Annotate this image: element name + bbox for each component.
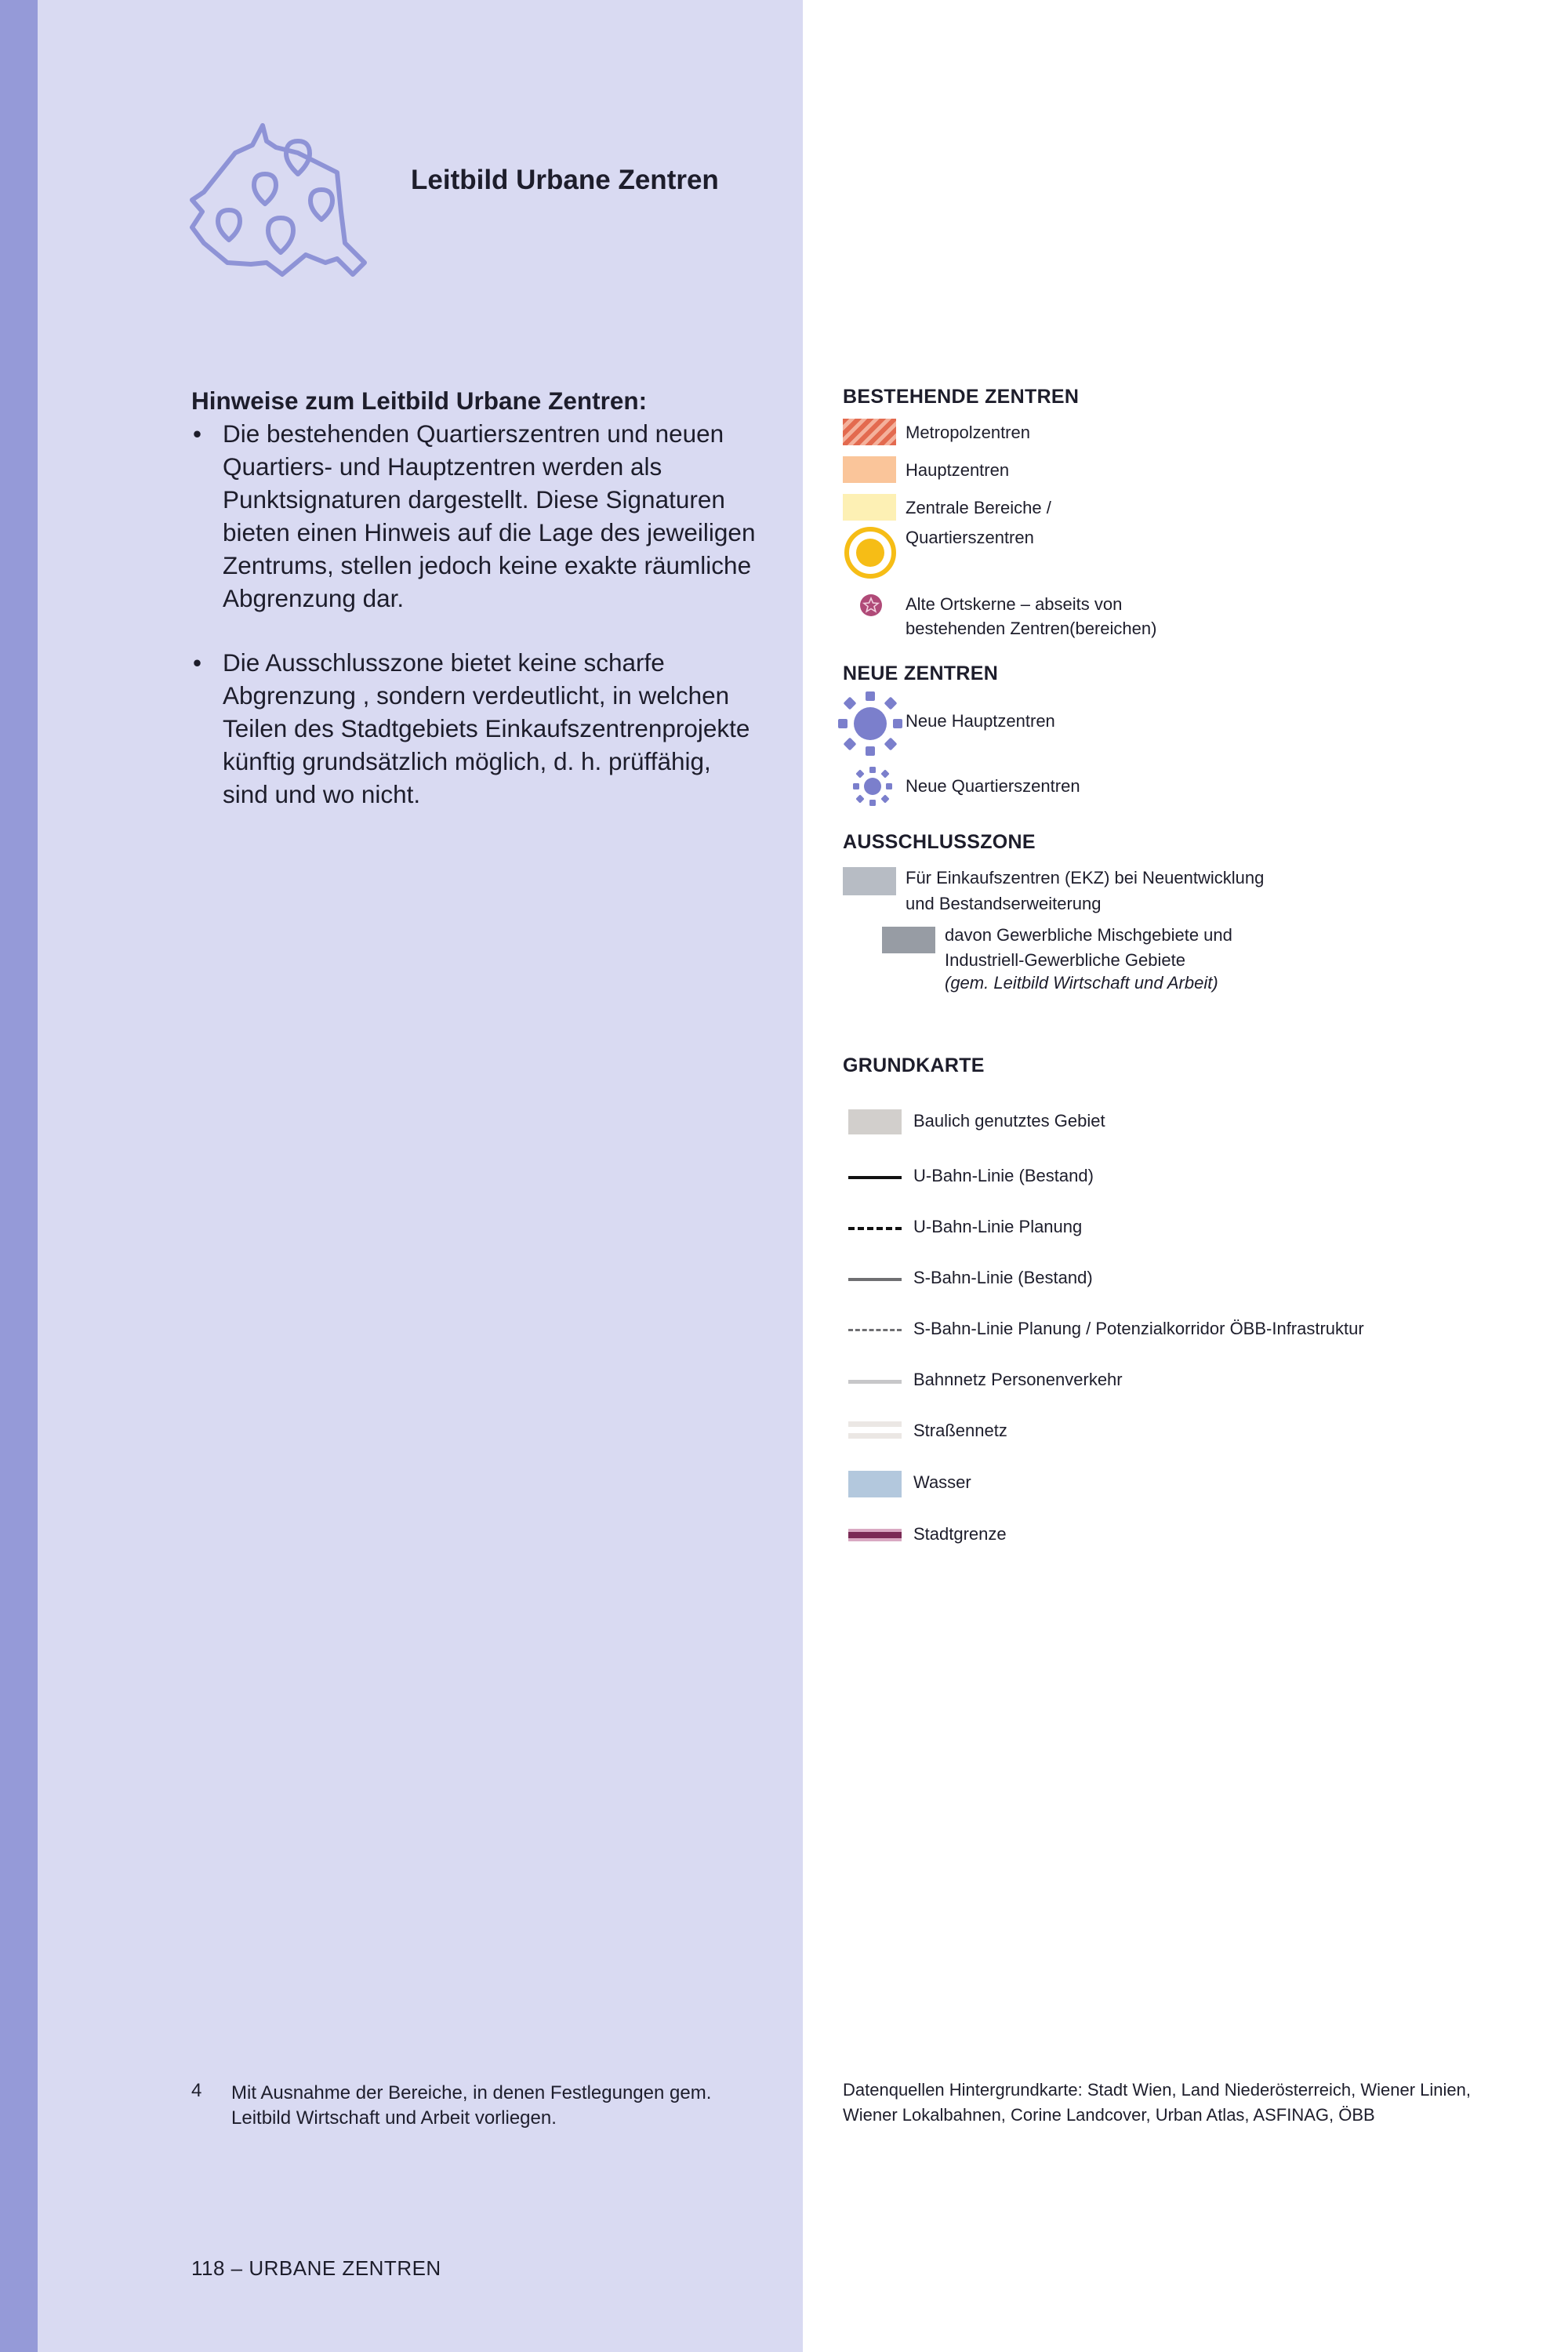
line-ubahn-planung	[848, 1227, 902, 1230]
legend-label: Stadtgrenze	[913, 1524, 1007, 1544]
neue-quartierszentren-icon	[851, 764, 895, 808]
notes-bullet: • Die Ausschlusszone bietet keine scharfe Abgrenzung , sondern verdeutlicht, in welchen Teilen des Stadtgebiets Einkaufszentrenprojekte künftig grundsätzlich möglich, d. h. prüffähig, sind und wo nicht.	[223, 646, 756, 811]
legend-label: Wasser	[913, 1472, 971, 1492]
line-ubahn-bestand	[848, 1176, 902, 1179]
alte-ortskerne-icon	[858, 593, 884, 618]
bestehende-quartierszentrum-icon	[843, 525, 898, 580]
data-sources-note: Datenquellen Hintergrundkarte: Stadt Wien, Land Niederösterreich, Wiener Linien, Wiener Lokalbahnen, Corine Landcover, Urban Atlas, ASFINAG, ÖBB	[843, 2080, 1471, 2125]
swatch-ausschluss-gewerbe	[882, 927, 935, 953]
footnote-text: Mit Ausnahme der Bereiche, in denen Festlegungen gem. Leitbild Wirtschaft und Arbeit vorliegen.	[231, 2082, 712, 2129]
swatch-baulich	[848, 1109, 902, 1134]
legend-label: S-Bahn-Linie Planung / Potenzialkorridor ÖBB-Infrastruktur	[913, 1319, 1364, 1338]
legend-title-ausschluss: AUSSCHLUSSZONE	[843, 831, 1036, 853]
legend-label: Neue Hauptzentren	[906, 711, 1055, 731]
legend-label: Bahnnetz Personenverkehr	[913, 1370, 1123, 1389]
notes-section	[191, 384, 756, 842]
map-legend	[843, 0, 1548, 2352]
legend-label: U-Bahn-Linie (Bestand)	[913, 1166, 1094, 1185]
legend-label: U-Bahn-Linie Planung	[913, 1217, 1083, 1236]
legend-label: Quartierszentren	[906, 528, 1034, 547]
neue-hauptzentren-icon	[835, 688, 906, 759]
legend-label: Alte Ortskerne – abseits von	[906, 594, 1123, 614]
legend-label: (gem. Leitbild Wirtschaft und Arbeit)	[945, 973, 1218, 993]
legend-label: Zentrale Bereiche /	[906, 498, 1051, 517]
legend-label: Für Einkaufszentren (EKZ) bei Neuentwicklung	[906, 868, 1265, 887]
legend-label: Straßennetz	[913, 1421, 1007, 1440]
city-map-pins-icon	[188, 118, 368, 282]
page-footer: 118 – URBANE ZENTREN	[191, 2256, 441, 2280]
legend-title-grundkarte: GRUNDKARTE	[843, 1054, 985, 1076]
legend-title-neue: NEUE ZENTREN	[843, 662, 999, 684]
swatch-ausschluss-ekz	[843, 867, 896, 895]
swatch-stadtgrenze	[848, 1529, 902, 1541]
swatch-strassennetz	[848, 1421, 902, 1439]
footnote-number: 4	[191, 2080, 202, 2101]
legend-label: Baulich genutztes Gebiet	[913, 1111, 1105, 1131]
legend-label: bestehenden Zentren(bereichen)	[906, 619, 1157, 638]
left-accent-stripe	[0, 0, 38, 2352]
notes-list	[191, 417, 756, 811]
line-bahnnetz	[848, 1380, 902, 1384]
legend-label: davon Gewerbliche Mischgebiete und	[945, 925, 1232, 945]
legend-title-bestehende: BESTEHENDE ZENTREN	[843, 386, 1080, 408]
swatch-zentrale-bereiche	[843, 494, 896, 521]
line-sbahn-bestand	[848, 1278, 902, 1281]
swatch-metropolzentren	[843, 419, 896, 445]
legend-label: Metropolzentren	[906, 423, 1030, 442]
left-panel	[38, 0, 803, 2352]
swatch-wasser	[848, 1471, 902, 1497]
legend-label: Industriell-Gewerbliche Gebiete	[945, 950, 1185, 970]
notes-bullet: • Die bestehenden Quartierszentren und neuen Quartiers- und Hauptzentren werden als Punktsignaturen dargestellt. Diese Signaturen bieten einen Hinweis auf die Lage des jeweiligen Zentrums, stellen jedoch keine exakte räumliche Abgrenzung dar.	[223, 417, 756, 615]
legend-label: und Bestandserweiterung	[906, 894, 1102, 913]
swatch-hauptzentren	[843, 456, 896, 483]
notes-heading: Hinweise zum Leitbild Urbane Zentren:	[191, 387, 648, 415]
legend-label: Neue Quartierszentren	[906, 776, 1080, 796]
legend-label: S-Bahn-Linie (Bestand)	[913, 1268, 1093, 1287]
legend-label: Hauptzentren	[906, 460, 1010, 480]
page-title: Leitbild Urbane Zentren	[411, 165, 719, 195]
line-sbahn-planung	[848, 1329, 902, 1331]
